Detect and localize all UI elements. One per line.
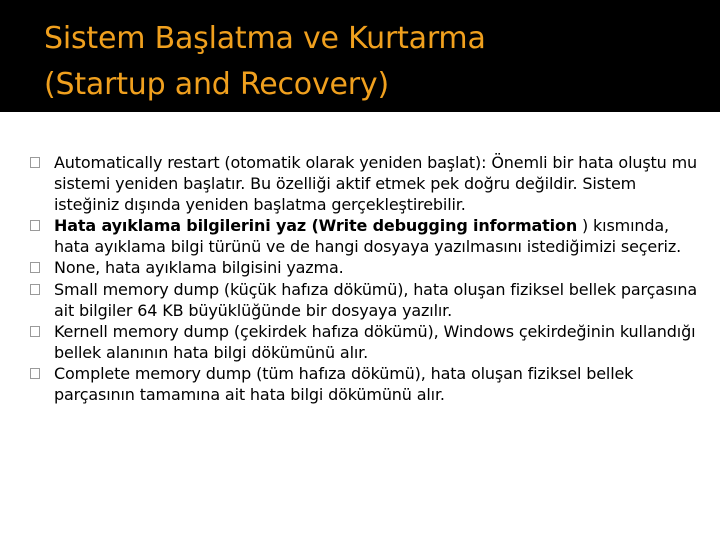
bullet-item-debug-info — [30, 215, 700, 257]
empty-box-bullet-icon — [30, 157, 40, 168]
bullet-item-kernel-dump — [30, 321, 700, 363]
bullet-item-none — [30, 257, 700, 278]
bullet-text: Complete memory dump (tüm hafıza dökümü), hata oluşan fiziksel bellek parçasının tamamına ait hata bilgi dökümünü alır. — [54, 363, 634, 405]
bullet-text: Small memory dump (küçük hafıza dökümü), hata oluşan fiziksel bellek parçasına ait bilgiler 64 KB büyüklüğünde bir dosyaya yazılır. — [54, 279, 697, 320]
slide-title — [44, 16, 694, 108]
empty-box-bullet-icon — [30, 284, 40, 295]
title-band — [0, 0, 720, 112]
empty-box-bullet-icon — [30, 326, 40, 337]
bullet-item-complete-dump — [30, 363, 700, 405]
bullet-text: Automatically restart (otomatik olarak yeniden başlat): Önemli bir hata oluştu mu sistemi yeniden başlatır. Bu özelliği aktif etmek pek doğru değildir. Sistem isteğiniz dışında yeniden başlatma gerçekleştirebilir. — [54, 153, 698, 215]
bullet-item-small-dump — [30, 279, 700, 321]
title-line-2: (Startup and Recovery) — [44, 67, 389, 102]
empty-box-bullet-icon — [30, 220, 40, 231]
bullet-text: Kernell memory dump (çekirdek hafıza dökümü), Windows çekirdeğinin kullandığı bellek alanının hata bilgi dökümünü alır. — [54, 321, 696, 362]
empty-box-bullet-icon — [30, 368, 40, 379]
bullet-list — [30, 152, 700, 405]
bullet-text: None, hata ayıklama bilgisini yazma. — [54, 258, 344, 278]
bullet-item-auto-restart — [30, 152, 700, 215]
empty-box-bullet-icon — [30, 262, 40, 273]
bullet-bold-text: Hata ayıklama bilgilerini yaz (Write debugging information — [54, 216, 578, 236]
title-line-1: Sistem Başlatma ve Kurtarma — [44, 21, 486, 56]
bullet-text: ) kısmında, hata ayıklama bilgi türünü ve de hangi dosyaya yazılmasını istediğimizi seçeriz. — [54, 216, 682, 257]
